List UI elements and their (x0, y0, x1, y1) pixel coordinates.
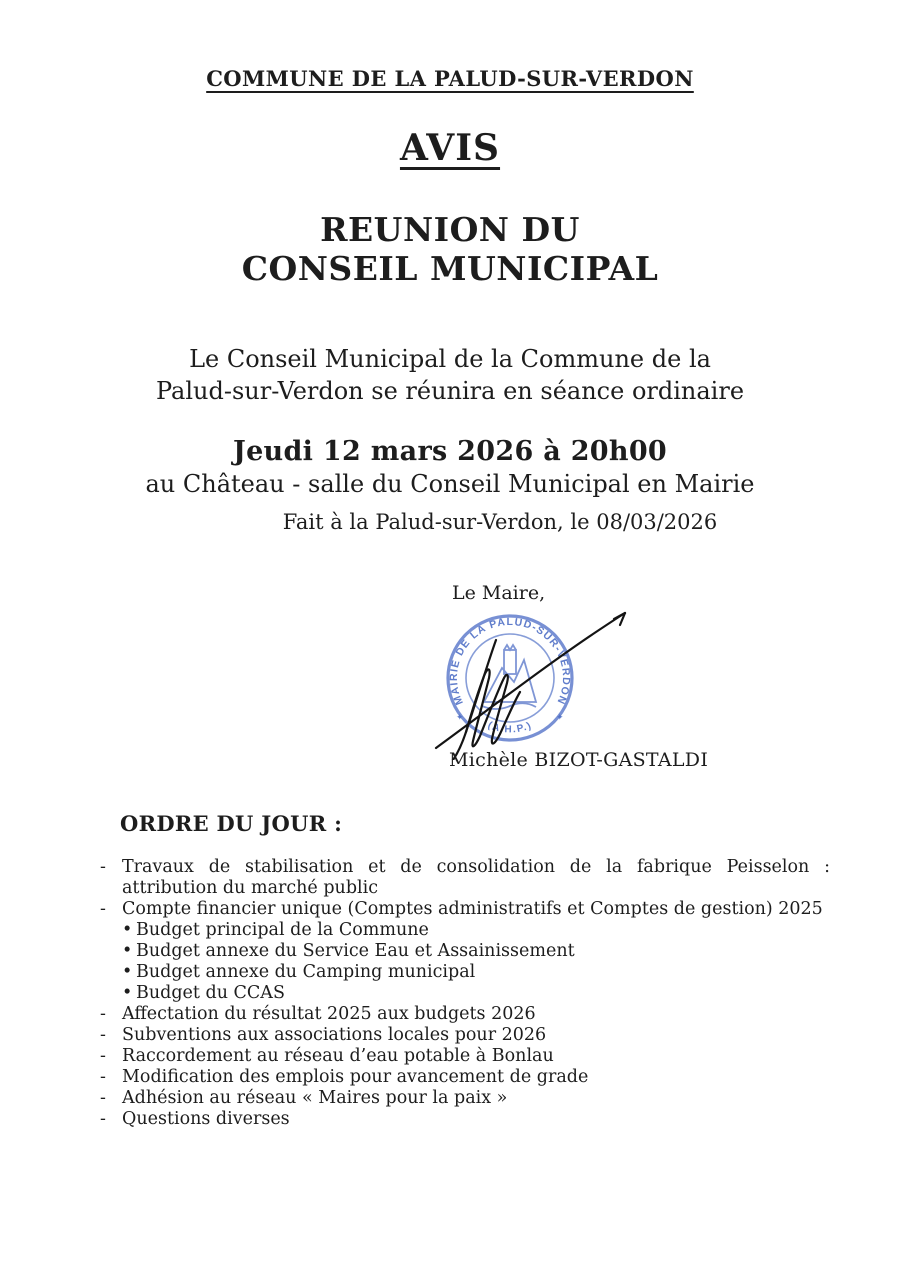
meeting-title-line1: REUNION DU (320, 210, 580, 249)
stamp-star-icon: ✦ (456, 713, 464, 723)
agenda-item-text: Compte financier unique (Comptes administratifs et Comptes de gestion) 2025 (122, 899, 823, 919)
signer-title: Le Maire, (452, 582, 546, 604)
agenda-item (100, 1004, 830, 1025)
intro-paragraph (0, 343, 900, 407)
agenda-item (100, 857, 830, 899)
agenda-item (100, 1109, 830, 1130)
agenda-item (100, 1088, 830, 1109)
dash-marker: - (100, 899, 106, 919)
agenda-item-text: Budget annexe du Service Eau et Assainissement (136, 941, 575, 961)
stamp-ring-text: MAIRIE DE LA PALUD-SUR-VERDON (447, 615, 573, 707)
intro-line1: Le Conseil Municipal de la Commune de la (189, 345, 711, 373)
signer-name: Michèle BIZOT-GASTALDI (449, 749, 709, 771)
meeting-datetime: Jeudi 12 mars 2026 à 20h00 (233, 436, 667, 467)
agenda-item-text: Budget principal de la Commune (136, 920, 429, 940)
dash-marker: - (100, 857, 106, 877)
bullet-marker: • (122, 920, 133, 940)
commune-header-text: COMMUNE DE LA PALUD-SUR-VERDON (206, 66, 694, 91)
bullet-marker: • (122, 941, 133, 961)
issued-line: Fait à la Palud-sur-Verdon, le 08/03/2026 (282, 510, 718, 534)
agenda-item-text: Budget du CCAS (136, 983, 285, 1003)
notice-title (0, 127, 900, 169)
bullet-marker: • (122, 962, 133, 982)
agenda-item (100, 920, 830, 941)
agenda-item-text: Budget annexe du Camping municipal (136, 962, 476, 982)
meeting-location: au Château - salle du Conseil Municipal en Mairie (145, 470, 755, 498)
dash-marker: - (100, 1046, 106, 1066)
agenda-item (100, 983, 830, 1004)
agenda-item (100, 1025, 830, 1046)
agenda-item-text: Modification des emplois pour avancement de grade (122, 1067, 589, 1087)
dash-marker: - (100, 1004, 106, 1024)
agenda-item-text: Adhésion au réseau « Maires pour la paix » (122, 1088, 508, 1108)
stamp-star-icon: ✦ (556, 713, 564, 723)
intro-line2: Palud-sur-Verdon se réunira en séance ordinaire (155, 377, 745, 405)
notice-title-text: AVIS (399, 127, 501, 169)
dash-marker: - (100, 1109, 106, 1129)
agenda-item-text: Questions diverses (122, 1109, 290, 1129)
agenda-item (100, 941, 830, 962)
dash-marker: - (100, 1067, 106, 1087)
bullet-marker: • (122, 983, 133, 1003)
agenda-item-text: Travaux de stabilisation et de consolidation de la fabrique Peisselon : attribution du marché public (122, 857, 830, 898)
agenda-item-text: Raccordement au réseau d’eau potable à Bonlau (122, 1046, 554, 1066)
meeting-title-line2: CONSEIL MUNICIPAL (241, 249, 659, 288)
agenda-item (100, 899, 830, 920)
agenda-item (100, 1067, 830, 1088)
dash-marker: - (100, 1025, 106, 1045)
dash-marker: - (100, 1088, 106, 1108)
stamp-subtext: (A.H.P.) (486, 719, 534, 736)
agenda-heading: ORDRE DU JOUR : (120, 811, 343, 836)
agenda-item-text: Subventions aux associations locales pour 2026 (122, 1025, 547, 1045)
agenda-item-text: Affectation du résultat 2025 aux budgets 2026 (122, 1004, 536, 1024)
agenda-list (100, 857, 830, 1130)
stamp-signature-svg (418, 598, 688, 760)
meeting-title (0, 210, 900, 288)
commune-header (0, 66, 900, 91)
agenda-item (100, 1046, 830, 1067)
agenda-item (100, 962, 830, 983)
signature-and-stamp (418, 598, 688, 760)
